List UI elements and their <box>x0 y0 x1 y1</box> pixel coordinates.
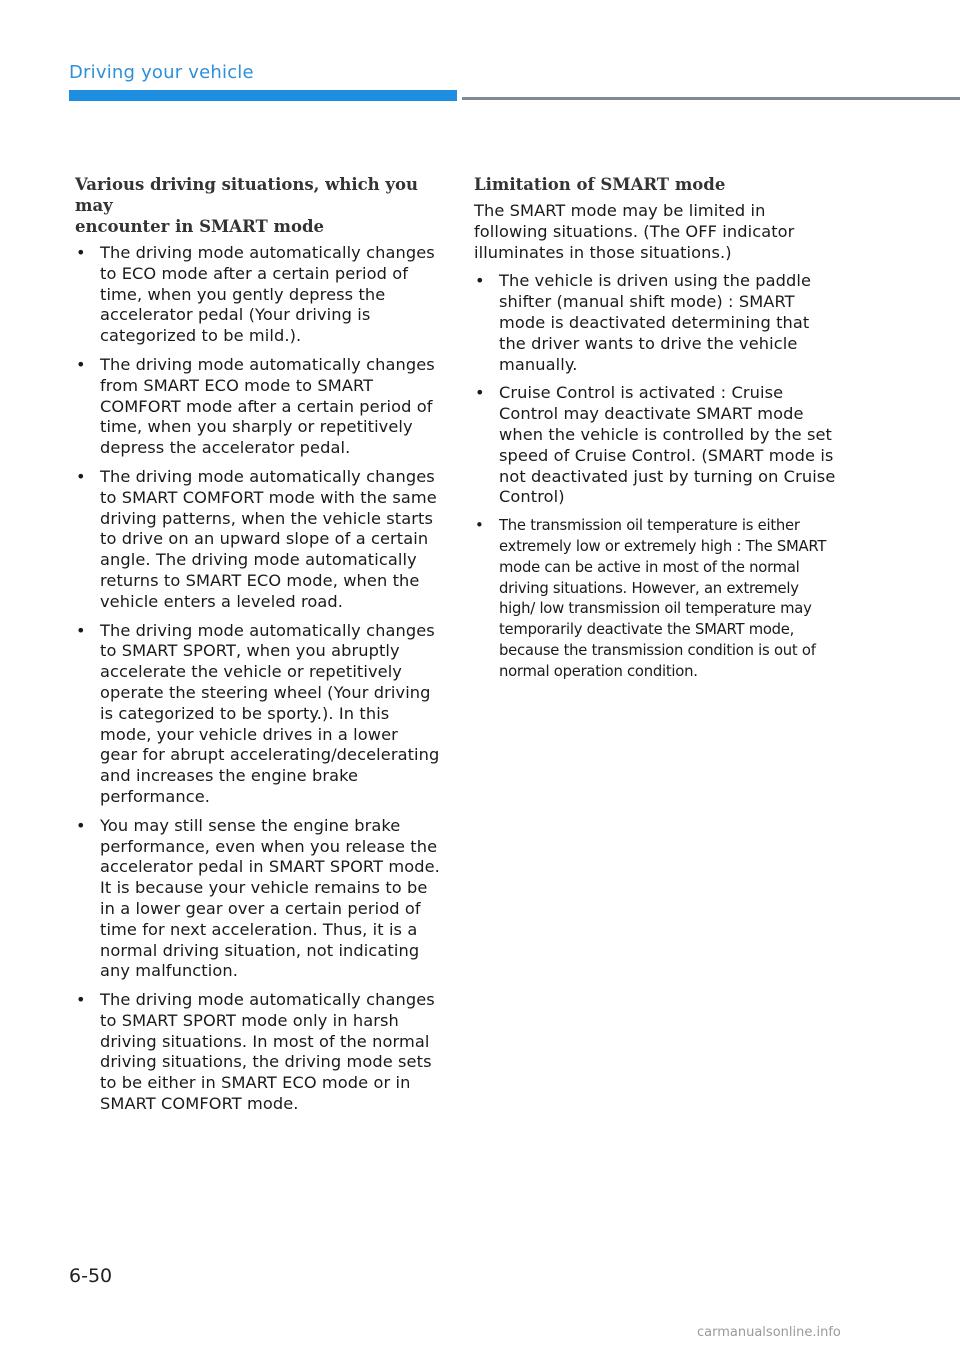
bullet-icon: • <box>76 990 86 1010</box>
header-accent-rule <box>69 90 457 101</box>
list-item-text: The vehicle is driven using the paddle shifter (manual shift mode) : SMART mode is deactivated determining that the driver wants to drive the vehicle manually. <box>499 271 812 374</box>
heading-line-1: Various driving situations, which you may <box>75 175 418 215</box>
list-item <box>75 816 440 982</box>
limitation-heading: Limitation of SMART mode <box>474 175 726 194</box>
list-item-text: The driving mode automatically changes to SMART SPORT mode only in harsh driving situations. In most of the normal driving situations, the driving mode sets to be either in SMART ECO mode or in SMART COMFORT mode. <box>100 990 435 1114</box>
bullet-icon: • <box>76 815 86 835</box>
list-item-text: The driving mode automatically changes to SMART SPORT, when you abruptly accelerate the vehicle or repetitively operate the steering wheel (Your driving is categorized to be sporty.). In this mode, your vehicle drives in a lower gear for abrupt accelerating/decelerating and increases the engine brake performance. <box>100 620 440 806</box>
driving-situations-list <box>75 243 440 1115</box>
list-item-text: The driving mode automatically changes from SMART ECO mode to SMART COMFORT mode after a certain period of time, when you sharply or repetitively depress the accelerator pedal. <box>100 354 435 458</box>
bullet-icon: • <box>475 383 485 403</box>
bullet-icon: • <box>475 271 485 291</box>
list-item <box>474 383 839 508</box>
list-item-text: The driving mode automatically changes to ECO mode after a certain period of time, when you gently depress the accelerator pedal (Your driving is categorized to be mild.). <box>100 243 435 346</box>
list-item <box>75 621 440 808</box>
section-title: Driving your vehicle <box>69 62 254 83</box>
list-item <box>75 990 440 1115</box>
list-item <box>75 355 440 459</box>
list-item <box>474 271 839 375</box>
watermark: carmanualsonline.info <box>697 1325 841 1340</box>
bullet-icon: • <box>76 243 86 262</box>
limitation-intro: The SMART mode may be limited in following situations. (The OFF indicator illuminates in those situations.) <box>474 201 795 262</box>
bullet-icon: • <box>76 620 86 640</box>
bullet-icon: • <box>76 354 86 374</box>
page-number: 6-50 <box>69 1265 113 1287</box>
list-item-text: You may still sense the engine brake performance, even when you release the accelerator pedal in SMART SPORT mode. It is because your vehicle remains to be in a lower gear over a certain period of time for next acceleration. Thus, it is a normal driving situation, not indicating any malfunction. <box>100 815 440 981</box>
list-item <box>75 467 440 613</box>
heading-line-2: encounter in SMART mode <box>75 217 325 236</box>
list-item-text: The driving mode automatically changes to SMART COMFORT mode with the same driving patterns, when the vehicle starts to drive on an upward slope of a certain angle. The driving mode automatically returns to SMART ECO mode, when the vehicle enters a leveled road. <box>100 466 437 611</box>
list-item-text: Cruise Control is activated : Cruise Control may deactivate SMART mode when the vehicle is controlled by the set speed of Cruise Control. (SMART mode is not deactivated just by turning on Cruise Control) <box>499 383 836 507</box>
list-item-text: The transmission oil temperature is either extremely low or extremely high : The SMART mode can be active in most of the normal driving situations. However, an extremely high/ low transmission oil temperature may temporarily deactivate the SMART mode, because the transmission condition is out of normal operation condition. <box>499 517 827 680</box>
limitation-list <box>474 271 839 682</box>
left-column <box>75 174 440 1123</box>
list-item <box>75 243 440 347</box>
right-column <box>474 174 839 691</box>
bullet-icon: • <box>76 466 86 486</box>
list-item <box>474 516 839 682</box>
header-divider-rule <box>462 97 960 100</box>
driving-situations-heading <box>75 174 440 237</box>
bullet-icon: • <box>475 517 484 535</box>
